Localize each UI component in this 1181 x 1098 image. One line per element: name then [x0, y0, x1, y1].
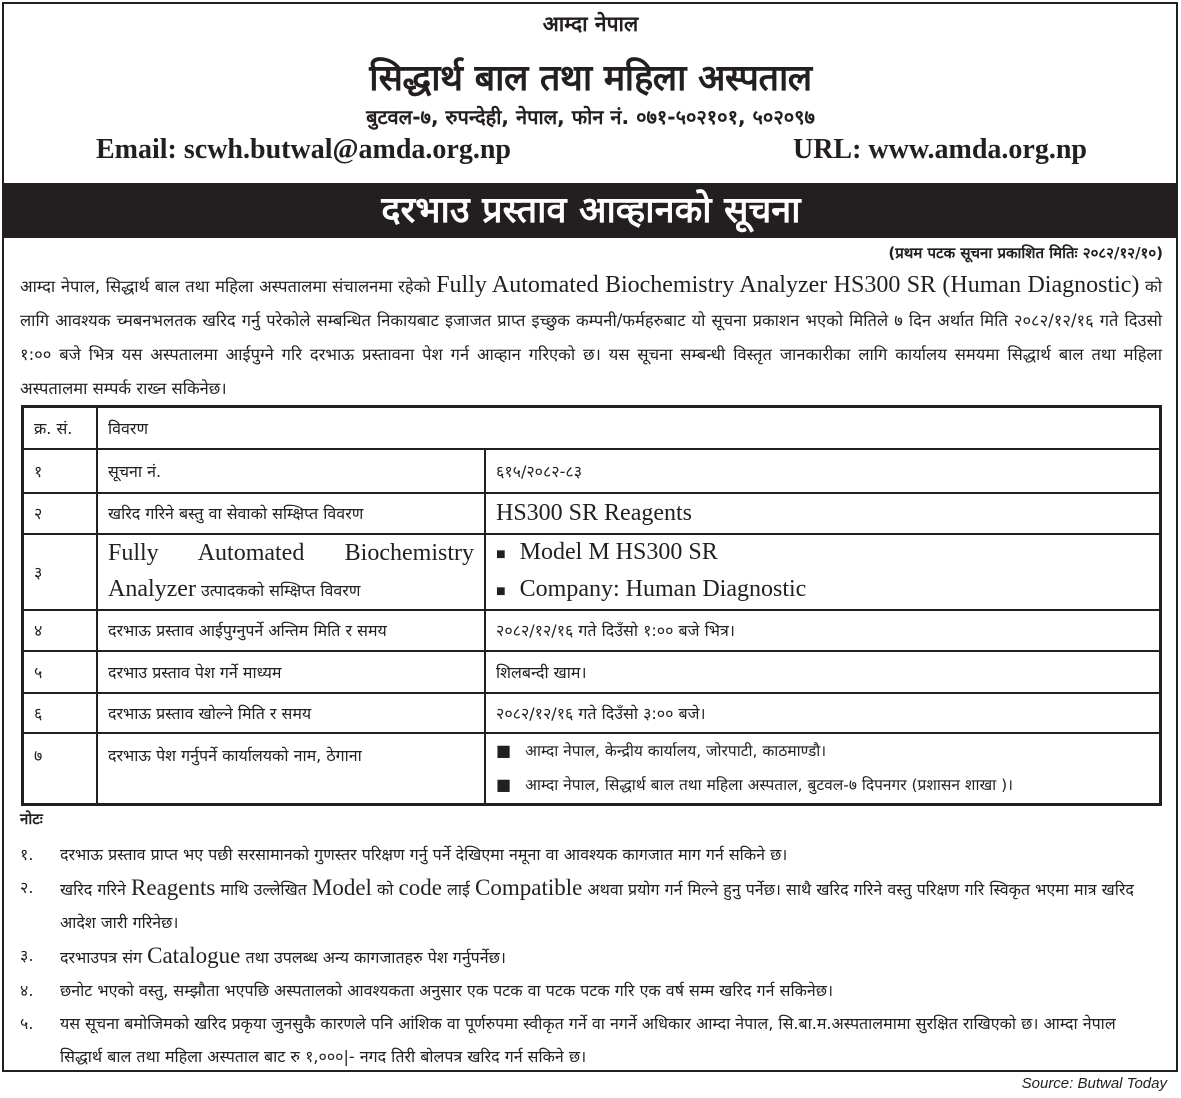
row-sn: ४: [23, 610, 98, 651]
row-label-np: उत्पादकको सम्क्षिप्त विवरण: [195, 580, 361, 600]
table-row: [23, 449, 1161, 493]
organization-name: आम्दा नेपाल: [542, 12, 639, 36]
intro-paragraph: [20, 268, 1162, 406]
notice-title-banner: दरभाउ प्रस्ताव आव्हानको सूचना: [4, 183, 1178, 238]
row-label: दरभाऊ प्रस्ताव खोल्ने मिति र समय: [97, 693, 485, 733]
intro-text: को लागि आवश्यक च्मबनभलतक खरिद गर्नु परेकोले सम्बन्धित निकायबाट इजाजत प्राप्त इच्छुक कम्पनी/फर्महरुबाट यो सूचना प्रकाशन भएको मितिले ७ दिन अर्थात मिति २०८२/१२/१६ गते दिउसो १:०० बजे भित्र यस अस्पतालमा आईपुग्ने गरि दरभाऊ प्रस्तावना पेश गर्न आव्हान गरिएको छ। यस सूचना सम्बन्धी विस्तृत जानकारीका लागि कार्यालय समयमा सिद्धार्थ बाल तथा महिला अस्पतालमा सम्पर्क राख्न सकिनेछ।: [20, 277, 1162, 398]
note-fragment-en: code: [398, 875, 442, 900]
note-fragment-en: Compatible: [475, 875, 583, 900]
row-sn: ५: [23, 651, 98, 693]
hospital-address: बुटवल-७, रुपन्देही, नेपाल, फोन नं. ०७१-५०२१०१, ५०२०९७: [366, 105, 815, 129]
bullet-item: ■ Company: Human Diagnostic: [496, 572, 1149, 609]
note-fragment: माथि उल्लेखित: [215, 880, 312, 899]
note-number: ४.: [20, 981, 34, 1000]
note-number: ३.: [20, 946, 34, 965]
table-header-row: [23, 407, 1161, 449]
bullet-item: ■ Model M HS300 SR: [496, 535, 1149, 572]
bullet-item: ■ आम्दा नेपाल, केन्द्रीय कार्यालय, जोरपाटी, काठमाण्डौ।: [496, 734, 1149, 768]
note-text: छनोट भएको वस्तु, सम्झौता भएपछि अस्पतालको आवश्यकता अनुसार एक पटक वा पटक पटक गरि एक वर्ष सम्म खरिद गर्न सकिनेछ।: [60, 981, 834, 1000]
note-item: [20, 939, 1162, 974]
intro-product-name: Fully Automated Biochemistry Analyzer HS300 SR (Human Diagnostic): [436, 272, 1140, 298]
row-sn: ३: [23, 534, 98, 610]
source-credit: Source: Butwal Today: [1021, 1075, 1167, 1092]
note-text: दरभाऊ प्रस्ताव प्राप्त भए पछी सरसामानको गुणस्तर परिक्षण गर्नु पर्ने देखिएमा नमूना वा आवश्यक कागजात माग गर्न सकिने छ।: [60, 845, 788, 864]
note-fragment-en: Model: [311, 875, 372, 900]
table-row: [23, 651, 1161, 693]
header-sn: क्र. सं.: [23, 407, 98, 449]
notes-list: [20, 838, 1162, 1073]
note-fragment: खरिद गरिने: [60, 880, 132, 899]
note-fragment-en: Catalogue: [147, 943, 241, 968]
table-row: [23, 493, 1161, 534]
note-number: १.: [20, 845, 34, 864]
note-fragment: तथा उपलब्ध अन्य कागजातहरु पेश गर्नुपर्नेछ।: [240, 948, 506, 967]
note-item: [20, 838, 1162, 871]
row-sn: ७: [23, 733, 98, 805]
table-row: [23, 693, 1161, 733]
row-label: खरिद गरिने बस्तु वा सेवाको सम्क्षिप्त विवरण: [97, 493, 485, 534]
note-text: यस सूचना बमोजिमको खरिद प्रकृया जुनसुकै कारणले पनि आंशिक वा पूर्णरुपमा स्वीकृत गर्ने वा नगर्ने अधिकार आम्दा नेपाल, सि.बा.म.अस्पतालमामा सुरक्षित राखिएको छ। आम्दा नेपाल सिद्धार्थ बाल तथा महिला अस्पताल बाट रु १,०००|- नगद तिरी बोलपत्र खरिद गर्न सकिने छ।: [60, 1014, 1116, 1066]
email-contact: Email: scwh.butwal@amda.org.np: [96, 134, 511, 165]
row-value: २०८२/१२/१६ गते दिउँसो ३:०० बजे।: [485, 693, 1161, 733]
intro-text: आम्दा नेपाल, सिद्धार्थ बाल तथा महिला अस्पतालमा संचालनमा रहेको: [20, 277, 437, 296]
notes-title: नोटः: [20, 810, 43, 828]
table-row: [23, 733, 1161, 805]
note-number: ५.: [20, 1014, 34, 1033]
row-value: ६१५/२०८२-८३: [485, 449, 1161, 493]
note-text: [60, 871, 1162, 939]
note-fragment: अथवा प्रयोग गर्न मिल्ने हुनु पर्नेछ। साथै खरिद गरिने वस्तु परिक्षण गरि स्विकृत भएमा मात्र खरिद आदेश जारी गरिनेछ।: [60, 880, 1134, 932]
row-value: HS300 SR Reagents: [485, 493, 1161, 534]
row-label: दरभाऊ प्रस्ताव आईपुग्नुपर्ने अन्तिम मिति र समय: [97, 610, 485, 651]
note-fragment: लाई: [441, 880, 475, 899]
note-item: [20, 974, 1162, 1007]
website-url: URL: www.amda.org.np: [792, 134, 1087, 165]
row-sn: २: [23, 493, 98, 534]
note-fragment: दरभाउपत्र संग: [60, 948, 148, 967]
bullet-item: ■ आम्दा नेपाल, सिद्धार्थ बाल तथा महिला अस्पताल, बुटवल-७ दिपनगर (प्रशासन शाखा )।: [496, 768, 1149, 802]
row-value: [485, 534, 1161, 610]
table-row: [23, 610, 1161, 651]
row-value: शिलबन्दी खाम।: [485, 651, 1161, 693]
publication-date: (प्रथम पटक सूचना प्रकाशित मितिः २०८२/१२/१०): [888, 244, 1163, 262]
row-value: २०८२/१२/१६ गते दिउँसो १:०० बजे भित्र।: [485, 610, 1161, 651]
note-fragment-en: Reagents: [131, 875, 216, 900]
note-item: [20, 1007, 1162, 1073]
hospital-name: सिद्धार्थ बाल तथा महिला अस्पताल: [369, 58, 812, 99]
note-number: २.: [20, 878, 34, 897]
specifications-table: [21, 405, 1162, 806]
table-row: [23, 534, 1161, 610]
row-label-en: Fully Automated Biochemistry Analyzer: [108, 539, 474, 602]
row-label: सूचना नं.: [97, 449, 485, 493]
note-item: [20, 871, 1162, 939]
note-text: [60, 939, 1162, 974]
row-label: दरभाउ प्रस्ताव पेश गर्ने माध्यम: [97, 651, 485, 693]
row-sn: १: [23, 449, 98, 493]
row-value: [485, 733, 1161, 805]
row-sn: ६: [23, 693, 98, 733]
row-label: [97, 534, 485, 610]
row-label: दरभाऊ पेश गर्नुपर्ने कार्यालयको नाम, ठेगाना: [97, 733, 485, 805]
note-fragment: को: [371, 880, 399, 899]
header-description: विवरण: [97, 407, 1161, 449]
